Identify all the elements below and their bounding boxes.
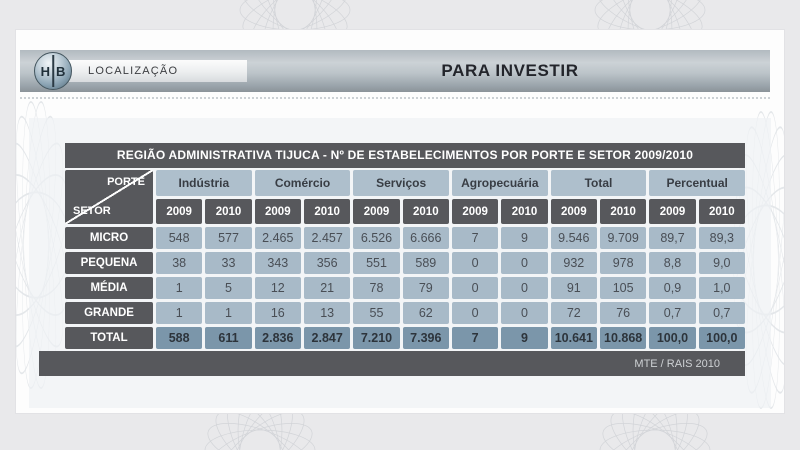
- group-header: Total: [551, 170, 647, 196]
- row-label: MICRO: [65, 227, 153, 249]
- table-cell: 76: [600, 302, 646, 324]
- table-cell: 100,0: [699, 327, 745, 349]
- year-header: 2010: [304, 199, 350, 224]
- table-cell: 0,9: [649, 277, 695, 299]
- table-cell: 2.836: [255, 327, 301, 349]
- logo-letter-left: H: [40, 63, 50, 79]
- table-cell: 12: [255, 277, 301, 299]
- table-cell: 9: [501, 327, 547, 349]
- table-cell: 932: [551, 252, 597, 274]
- logo-divider: [52, 55, 54, 87]
- table-cell: 89,7: [649, 227, 695, 249]
- group-header: Serviços: [353, 170, 449, 196]
- page-title-area: [260, 50, 760, 92]
- table-cell: 78: [353, 277, 399, 299]
- table-cell: 0: [501, 277, 547, 299]
- slide: [16, 30, 784, 413]
- header-band: [20, 50, 770, 92]
- year-header: 2010: [600, 199, 646, 224]
- establishments-table: [65, 143, 745, 376]
- table-cell: 0: [501, 302, 547, 324]
- table-cell: 0: [501, 252, 547, 274]
- row-label: MÉDIA: [65, 277, 153, 299]
- group-header: Agropecuária: [452, 170, 548, 196]
- table-cell: 105: [600, 277, 646, 299]
- table-cell: 5: [205, 277, 251, 299]
- table-cell: 978: [600, 252, 646, 274]
- table-cell: 1,0: [699, 277, 745, 299]
- table-cell: 9.709: [600, 227, 646, 249]
- table-cell: 9: [501, 227, 547, 249]
- row-label: GRANDE: [65, 302, 153, 324]
- table-title: REGIÃO ADMINISTRATIVA TIJUCA - Nº DE ESTABELECIMENTOS POR PORTE E SETOR 2009/2010: [65, 143, 745, 168]
- table-cell: 13: [304, 302, 350, 324]
- table-cell: 7: [452, 327, 498, 349]
- year-header: 2010: [699, 199, 745, 224]
- year-header: 2009: [255, 199, 301, 224]
- breadcrumb-label: LOCALIZAÇÃO: [88, 65, 179, 77]
- table-cell: 0,7: [699, 302, 745, 324]
- year-header: 2009: [452, 199, 498, 224]
- table-grid: [65, 170, 745, 349]
- table-cell: 72: [551, 302, 597, 324]
- table-cell: 9.546: [551, 227, 597, 249]
- table-cell: 0: [452, 302, 498, 324]
- table-cell: 55: [353, 302, 399, 324]
- table-cell: 33: [205, 252, 251, 274]
- table-cell: 588: [156, 327, 202, 349]
- row-label: PEQUENA: [65, 252, 153, 274]
- year-header: 2010: [205, 199, 251, 224]
- year-header: 2009: [649, 199, 695, 224]
- table-cell: 2.465: [255, 227, 301, 249]
- table-cell: 89,3: [699, 227, 745, 249]
- group-header: Percentual: [649, 170, 745, 196]
- row-label: TOTAL: [65, 327, 153, 349]
- table-cell: 79: [403, 277, 449, 299]
- content-panel: [29, 118, 771, 408]
- logo-letter-right: B: [56, 63, 66, 79]
- table-cell: 1: [156, 277, 202, 299]
- table-cell: 343: [255, 252, 301, 274]
- table-cell: 9,0: [699, 252, 745, 274]
- table-cell: 10.641: [551, 327, 597, 349]
- year-header: 2010: [501, 199, 547, 224]
- table-cell: 7.396: [403, 327, 449, 349]
- table-cell: 10.868: [600, 327, 646, 349]
- group-header: Indústria: [156, 170, 252, 196]
- table-cell: 589: [403, 252, 449, 274]
- table-cell: 1: [156, 302, 202, 324]
- table-cell: 2.847: [304, 327, 350, 349]
- table-cell: 6.526: [353, 227, 399, 249]
- corner-label-porte: PORTE: [107, 176, 145, 188]
- year-header: 2009: [353, 199, 399, 224]
- table-cell: 0: [452, 277, 498, 299]
- table-cell: 7.210: [353, 327, 399, 349]
- table-cell: 2.457: [304, 227, 350, 249]
- table-source-bar: [39, 351, 745, 376]
- table-cell: 62: [403, 302, 449, 324]
- year-header: 2010: [403, 199, 449, 224]
- group-header: Comércio: [255, 170, 351, 196]
- table-cell: 8,8: [649, 252, 695, 274]
- table-cell: 0,7: [649, 302, 695, 324]
- table-cell: 100,0: [649, 327, 695, 349]
- page-title: PARA INVESTIR: [441, 61, 579, 80]
- table-cell: 577: [205, 227, 251, 249]
- hb-logo: [34, 52, 72, 90]
- table-cell: 611: [205, 327, 251, 349]
- table-cell: 551: [353, 252, 399, 274]
- table-cell: 7: [452, 227, 498, 249]
- table-cell: 21: [304, 277, 350, 299]
- header-separator: [20, 97, 770, 99]
- table-cell: 6.666: [403, 227, 449, 249]
- table-cell: 356: [304, 252, 350, 274]
- table-cell: 548: [156, 227, 202, 249]
- corner-label-setor: SETOR: [73, 205, 111, 217]
- source-label: MTE / RAIS 2010: [634, 357, 720, 370]
- year-header: 2009: [551, 199, 597, 224]
- table-cell: 91: [551, 277, 597, 299]
- table-cell: 16: [255, 302, 301, 324]
- table-cell: 1: [205, 302, 251, 324]
- breadcrumb-bar: [42, 60, 247, 82]
- corner-cell: [65, 170, 153, 224]
- table-cell: 38: [156, 252, 202, 274]
- year-header: 2009: [156, 199, 202, 224]
- table-cell: 0: [452, 252, 498, 274]
